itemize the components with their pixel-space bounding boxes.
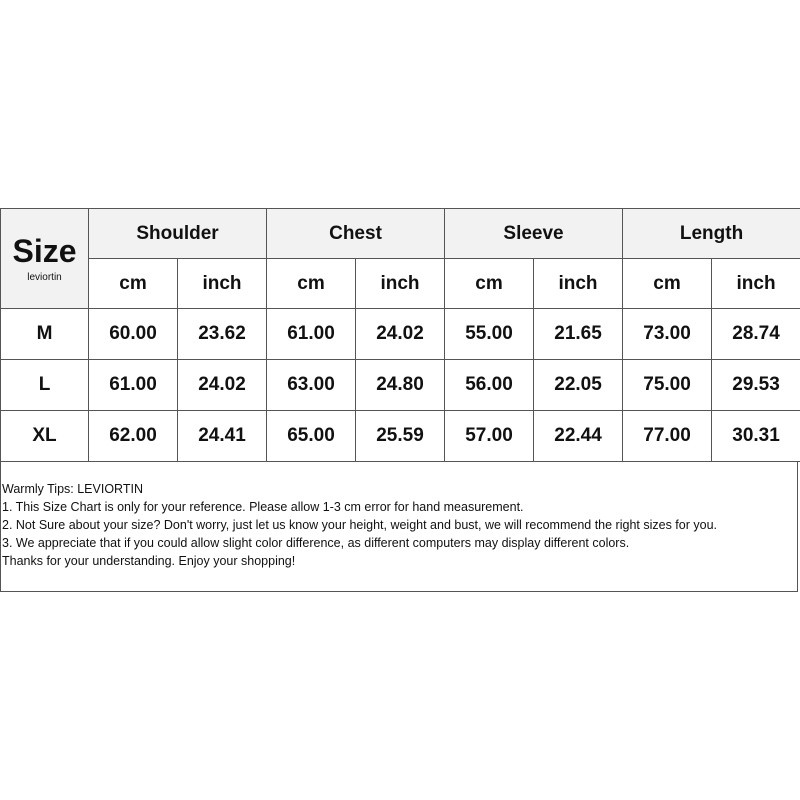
group-header-chest: Chest	[267, 209, 445, 259]
table-cell: 60.00	[89, 309, 178, 360]
group-header-length: Length	[623, 209, 800, 259]
table-cell: 61.00	[267, 309, 356, 360]
table-cell: 55.00	[445, 309, 534, 360]
table-cell: 28.74	[712, 309, 800, 360]
table-cell: 57.00	[445, 411, 534, 462]
table-cell: 61.00	[89, 360, 178, 411]
table-cell: 30.31	[712, 411, 800, 462]
tips-line-2: 2. Not Sure about your size? Don't worry, just let us know your height, weight and bust, we will recommend the right sizes for you.	[2, 518, 717, 532]
unit-header-inch: inch	[534, 259, 623, 309]
table-cell: 22.05	[534, 360, 623, 411]
unit-header-inch: inch	[178, 259, 267, 309]
table-cell: 25.59	[356, 411, 445, 462]
unit-header-cm: cm	[267, 259, 356, 309]
table-cell: 56.00	[445, 360, 534, 411]
unit-header-cm: cm	[89, 259, 178, 309]
group-header-shoulder: Shoulder	[89, 209, 267, 259]
table-row-m	[1, 309, 800, 360]
header-row-groups	[1, 209, 800, 259]
table-cell: 24.80	[356, 360, 445, 411]
table-cell: 63.00	[267, 360, 356, 411]
group-header-sleeve: Sleeve	[445, 209, 623, 259]
unit-header-inch: inch	[356, 259, 445, 309]
unit-header-cm: cm	[445, 259, 534, 309]
size-chart	[0, 208, 800, 592]
table-cell: 24.41	[178, 411, 267, 462]
size-cell-m: M	[1, 309, 89, 360]
table-row-l	[1, 360, 800, 411]
table-cell: 22.44	[534, 411, 623, 462]
size-header-cell	[1, 209, 89, 309]
table-cell: 62.00	[89, 411, 178, 462]
size-cell-l: L	[1, 360, 89, 411]
table-row-xl	[1, 411, 800, 462]
brand-label: leviortin	[27, 272, 62, 283]
size-cell-xl: XL	[1, 411, 89, 462]
table-cell: 24.02	[356, 309, 445, 360]
size-table	[0, 208, 800, 462]
warm-tips-box	[0, 462, 798, 592]
tips-line-3: 3. We appreciate that if you could allow slight color difference, as different computers may display different colors.	[2, 536, 630, 550]
table-cell: 77.00	[623, 411, 712, 462]
tips-title: Warmly Tips: LEVIORTIN	[2, 482, 143, 496]
table-cell: 65.00	[267, 411, 356, 462]
table-cell: 75.00	[623, 360, 712, 411]
table-cell: 23.62	[178, 309, 267, 360]
size-label: Size	[12, 233, 77, 269]
table-cell: 24.02	[178, 360, 267, 411]
table-cell: 73.00	[623, 309, 712, 360]
table-cell: 29.53	[712, 360, 800, 411]
header-row-units	[1, 259, 800, 309]
table-cell: 21.65	[534, 309, 623, 360]
tips-closing: Thanks for your understanding. Enjoy your shopping!	[2, 554, 296, 568]
unit-header-cm: cm	[623, 259, 712, 309]
tips-line-1: 1. This Size Chart is only for your reference. Please allow 1-3 cm error for hand measurement.	[2, 500, 524, 514]
unit-header-inch: inch	[712, 259, 800, 309]
